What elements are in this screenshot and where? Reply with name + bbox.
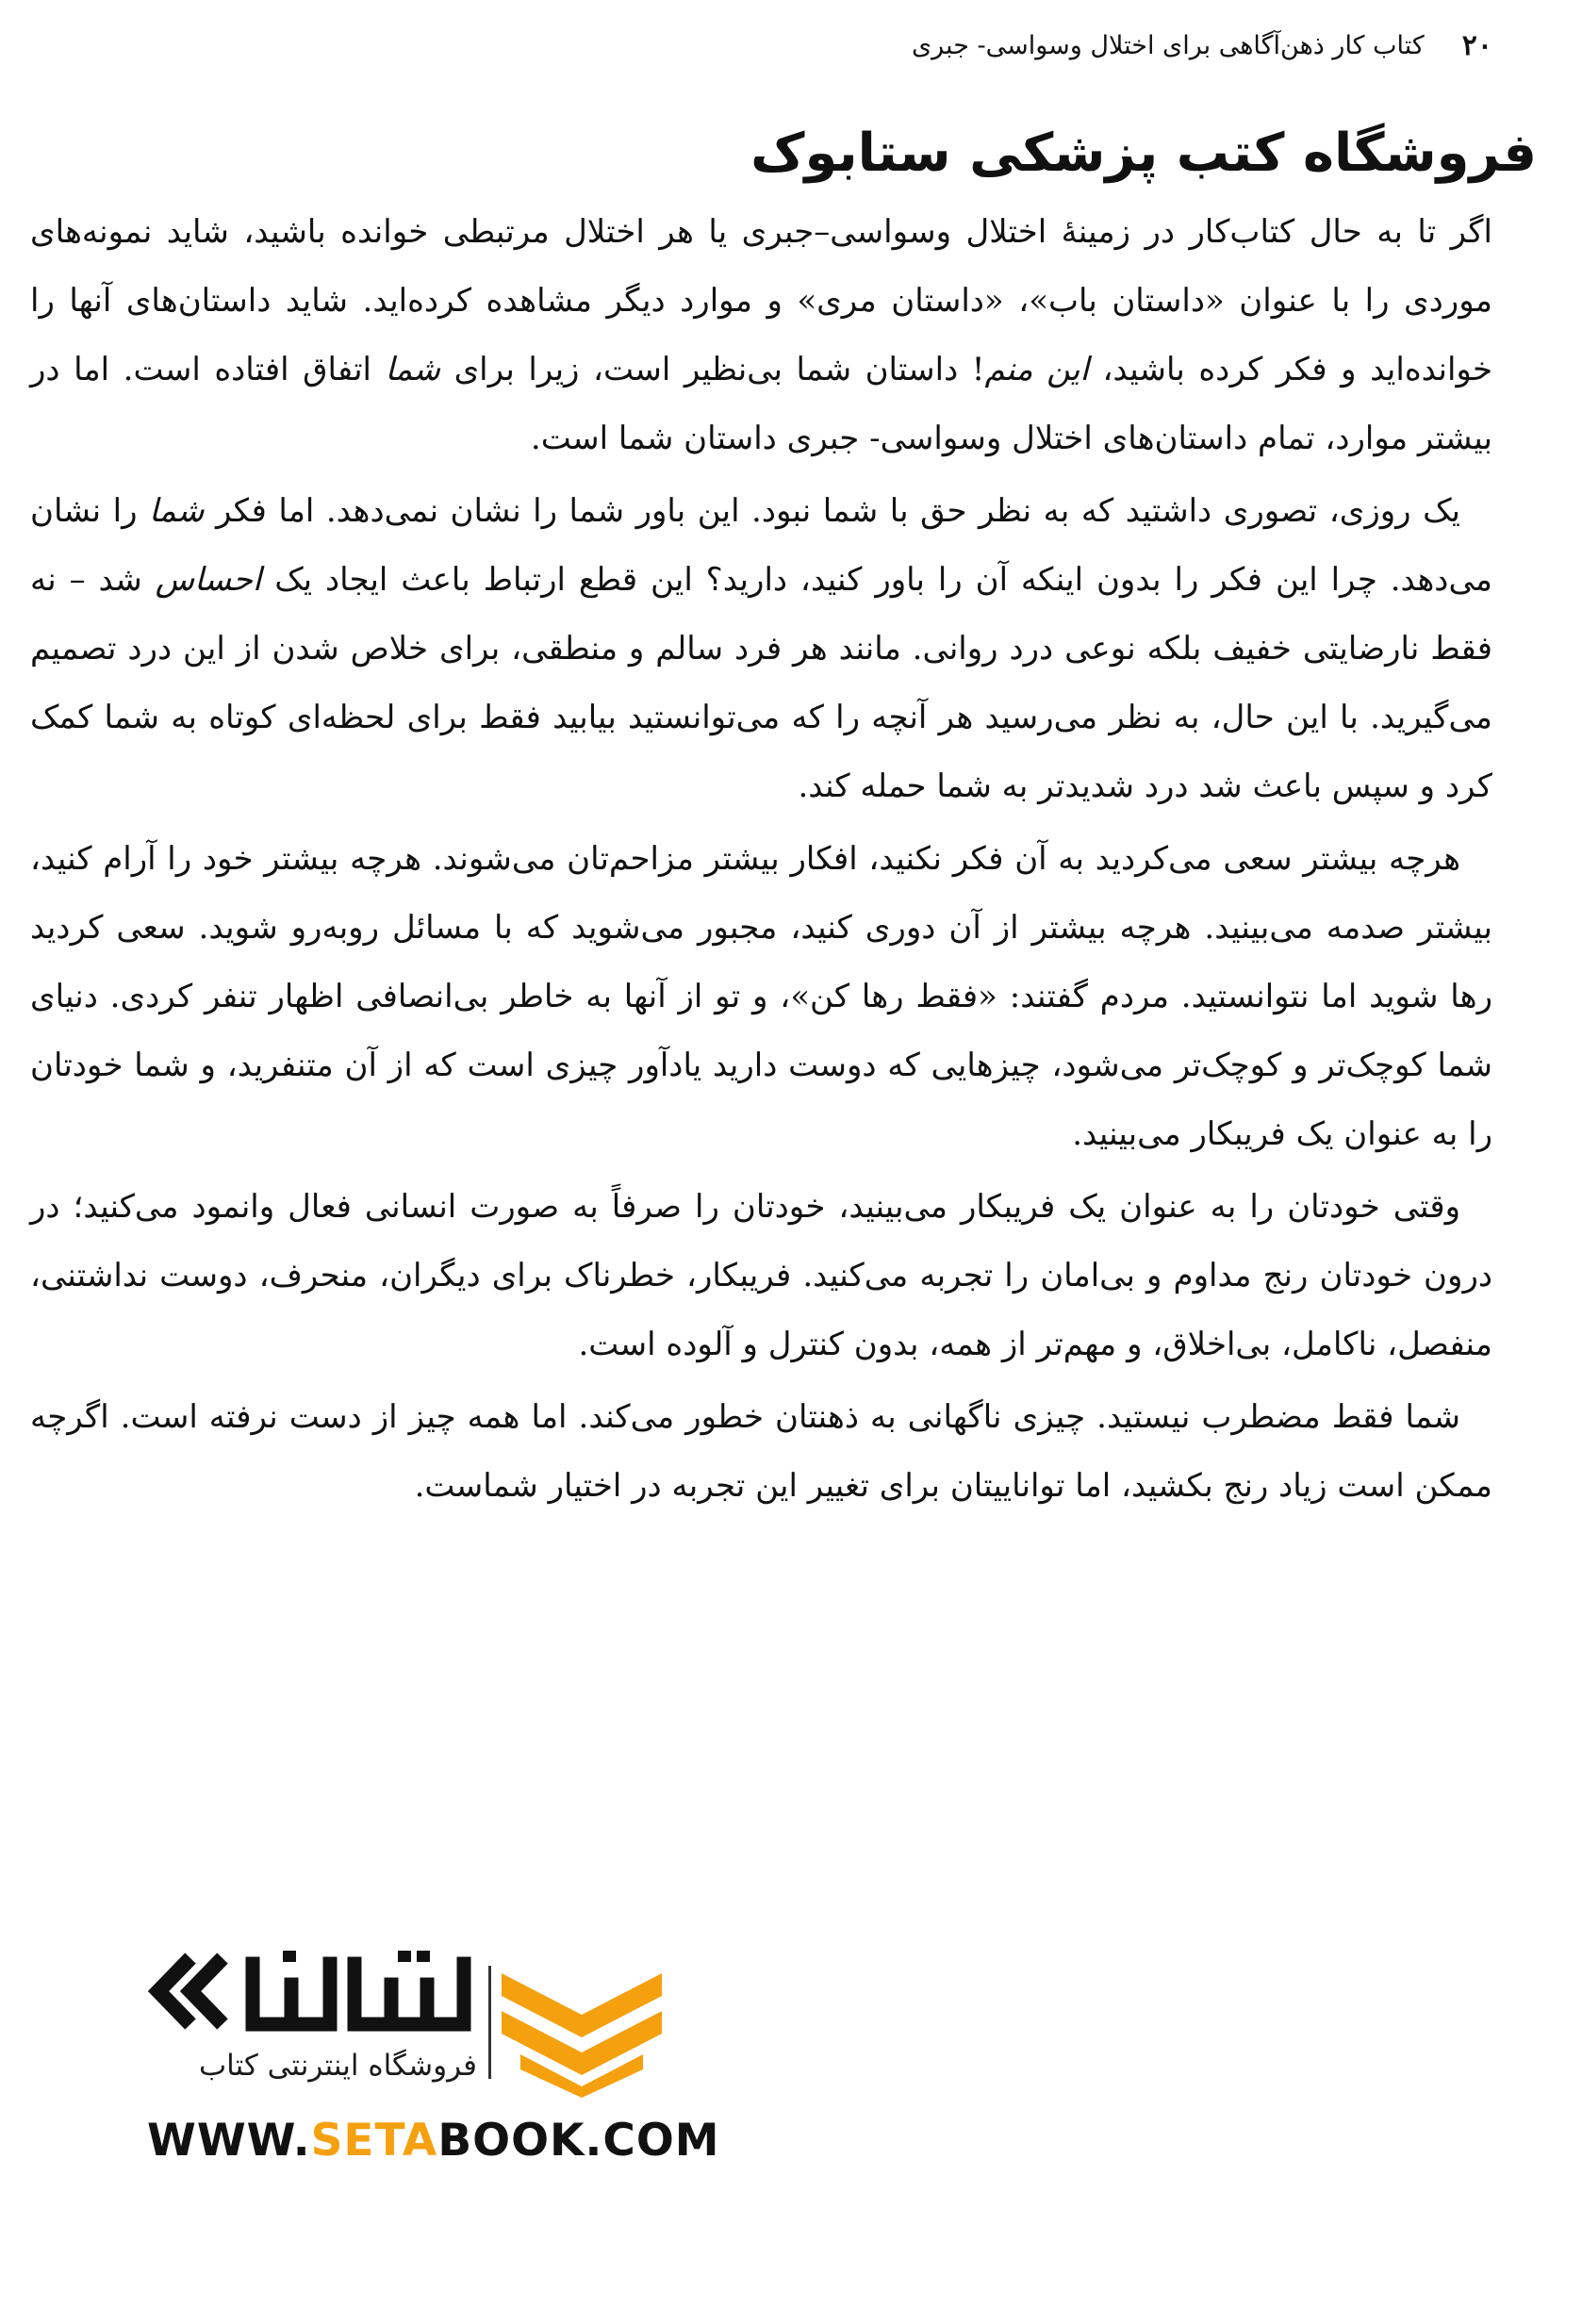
paragraph-1 [30,198,1492,473]
emphasis-text: شما [149,492,205,530]
book-chevron-icon [502,1937,662,2098]
body-text [30,198,1492,1525]
watermark-text: فروشگاه کتب پزشکی ستابوک [750,123,1537,184]
paragraph-4: وقتی خودتان را به عنوان یک فریبکار می‌بینید، خودتان را صرفاً به صورت انسانی فعال وانمود می‌کنید؛ در درون خودتان رنج مداوم و بی‌امان را تجربه می‌کنید. فریبکار، خطرناک برای دیگران، منحرف، دوست نداشتنی، منفصل، ناکامل، بی‌اخلاق، و مهم‌تر از همه، بدون کنترل و آلوده است. [30,1188,1492,1363]
paragraph-text: اتفاق افتاده است. اما در بیشتر موارد، تمام داستان‌های اختلال وسواسی- جبری داستان شما است. [30,351,1492,457]
paragraph-text: اگر تا به حال کتاب‌کار در زمینهٔ اختلال وسواسی–جبری یا هر اختلال مرتبطی خوانده باشید، شاید نمونه‌های موردی را با عنوان «داستان باب»، «داستان مری» و موارد دیگر مشاهده کرده‌اید. شاید داستان‌های آنها را خوانده‌اید و فکر کرده باشید، [30,213,1492,388]
paragraph-text: یک روزی، تصوری داشتید که به نظر حق با شما نبود. این باور شما را نشان نمی‌دهد. اما فکر [204,492,1460,530]
emphasis-text: این منم [984,351,1089,388]
paragraph-5: شما فقط مضطرب نیستید. چیزی ناگهانی به ذهنتان خطور می‌کند. اما همه چیز از دست نرفته است. اگرچه ممکن است زیاد رنج بکشید، اما تواناییتان برای تغییر این تجربه در اختیار شماست. [30,1398,1492,1505]
setabook-logo [132,1937,720,2173]
url-accent: SETA [310,2115,438,2167]
wordmark-icon [132,1947,481,2036]
paragraph-text: را نشان می‌دهد. چرا این فکر را بدون اینکه آن را باور کنید، دارید؟ این قطع ارتباط باعث ایجاد یک [30,492,1492,599]
emphasis-text: شما [385,351,441,388]
url-suffix: BOOK.COM [437,2115,720,2167]
paragraph-text: شد – نه فقط نارضایتی خفیف بلکه نوعی درد روانی. مانند هر فرد سالم و منطقی، برای خلاص شدن از این درد تصمیم می‌گیرید. با این حال، به نظر می‌رسید هر آنچه را که می‌توانستید بیابید فقط برای لحظه‌ای کوتاه به شما کمک کرد و سپس باعث شد درد شدیدتر به شما حمله کند. [30,561,1492,805]
paragraph-3: هرچه بیشتر سعی می‌کردید به آن فکر نکنید، افکار بیشتر مزاحم‌تان می‌شوند. هرچه بیشتر خود را آرام کنید، بیشتر صدمه می‌بینید. هرچه بیشتر از آن دوری کنید، مجبور می‌شوید که با مسائل روبه‌رو شوید. سعی کردید رها شوید اما نتوانستید. مردم گفتند: «فقط رها کن»، و تو از آنها به خاطر بی‌انصافی اظهار تنفر کردی. دنیای شما کوچک‌تر و کوچک‌تر می‌شود، چیزهایی که دوست دارید یادآور چیزی است که از آن متنفرید، و شما خودتان را به عنوان یک فریبکار می‌بینید. [30,840,1492,1153]
paragraph-2 [30,477,1492,821]
logo-tagline: فروشگاه اینترنتی کتاب [199,2049,477,2083]
page-number: ۲۰ [1461,28,1492,62]
running-title: کتاب کار ذهن‌آگاهی برای اختلال وسواسی- جبری [912,30,1425,60]
logo-divider [488,1966,491,2079]
emphasis-text: احساس [155,561,262,599]
url-prefix: WWW. [147,2115,311,2167]
website-url [147,2115,720,2167]
paragraph-text: ! داستان شما بی‌نظیر است، زیرا برای [440,351,985,388]
page-header [90,26,1492,64]
